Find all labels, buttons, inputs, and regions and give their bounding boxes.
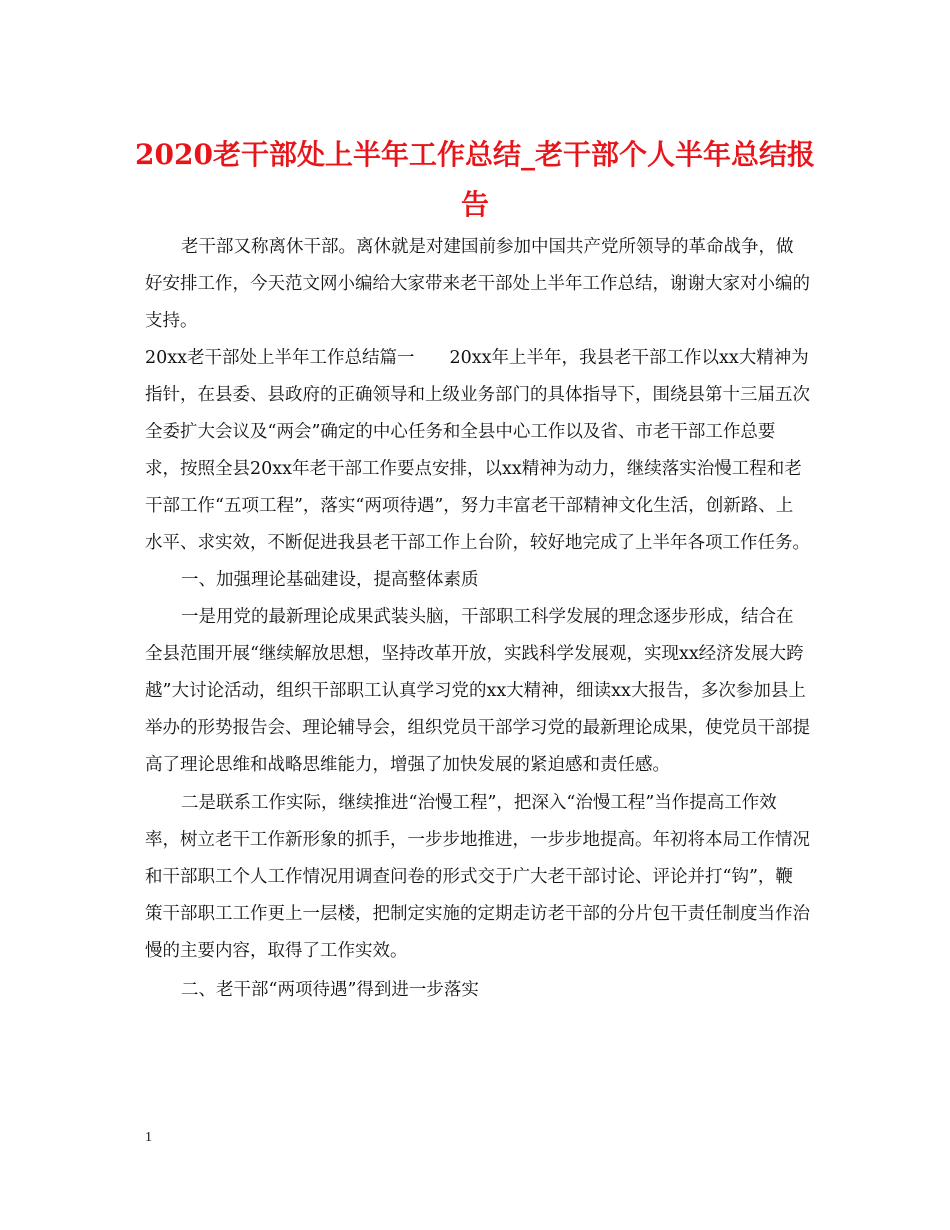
heading-theory-building: 一、加强理论基础建设，提高整体素质 [181,570,479,590]
page-number: 1 [145,1130,152,1145]
document-body [145,229,810,1009]
paragraph-point-two: 二是联系工作实际，继续推进“治慢工程”，把深入“治慢工程”当作提高工作效率，树立老干工作新形象的抓手，一步步地推进，一步步地提高。年初将本局工作情况和干部职工个人工作情况用调查问卷的形式交于广大老干部讨论、评论并打“钩”，鞭策干部职工工作更上一层楼，把制定实施的定期走访老干部的分片包干责任制度当作治慢的主要内容，取得了工作实效。 [145,793,810,961]
document-title: 2020老干部处上半年工作总结_老干部个人半年总结报告 [135,138,815,221]
heading-two-treatments: 二、老干部“两项待遇”得到进一步落实 [181,980,479,1000]
intro-paragraph: 老干部又称离休干部。离休就是对建国前参加中国共产党所领导的革命战争，做好安排工作，今天范文网小编给大家带来老干部处上半年工作总结，谢谢大家对小编的支持。 [145,237,810,331]
section-one-summary-paragraph: 20xx老干部处上半年工作总结篇一 20xx年上半年，我县老干部工作以xx大精神为指针，在县委、县政府的正确领导和上级业务部门的具体指导下，围绕县第十三届五次全委扩大会议及“两会”确定的中心任务和全县中心工作以及省、市老干部工作总要求，按照全县20xx年老干部工作要点安排，以xx精神为动力，继续落实治慢工程和老干部工作“五项工程”，落实“两项待遇”，努力丰富老干部精神文化生活，创新路、上水平、求实效，不断促进我县老干部工作上台阶，较好地完成了上半年各项工作任务。 [145,348,810,553]
paragraph-point-one: 一是用党的最新理论成果武装头脑，干部职工科学发展的理念逐步形成，结合在全县范围开展“继续解放思想，坚持改革开放，实践科学发展观，实现xx经济发展大跨越”大讨论活动，组织干部职工认真学习党的xx大精神，细读xx大报告，多次参加县上举办的形势报告会、理论辅导会，组织党员干部学习党的最新理论成果，使党员干部提高了理论思维和战略思维能力，增强了加快发展的紧迫感和责任感。 [145,607,810,775]
